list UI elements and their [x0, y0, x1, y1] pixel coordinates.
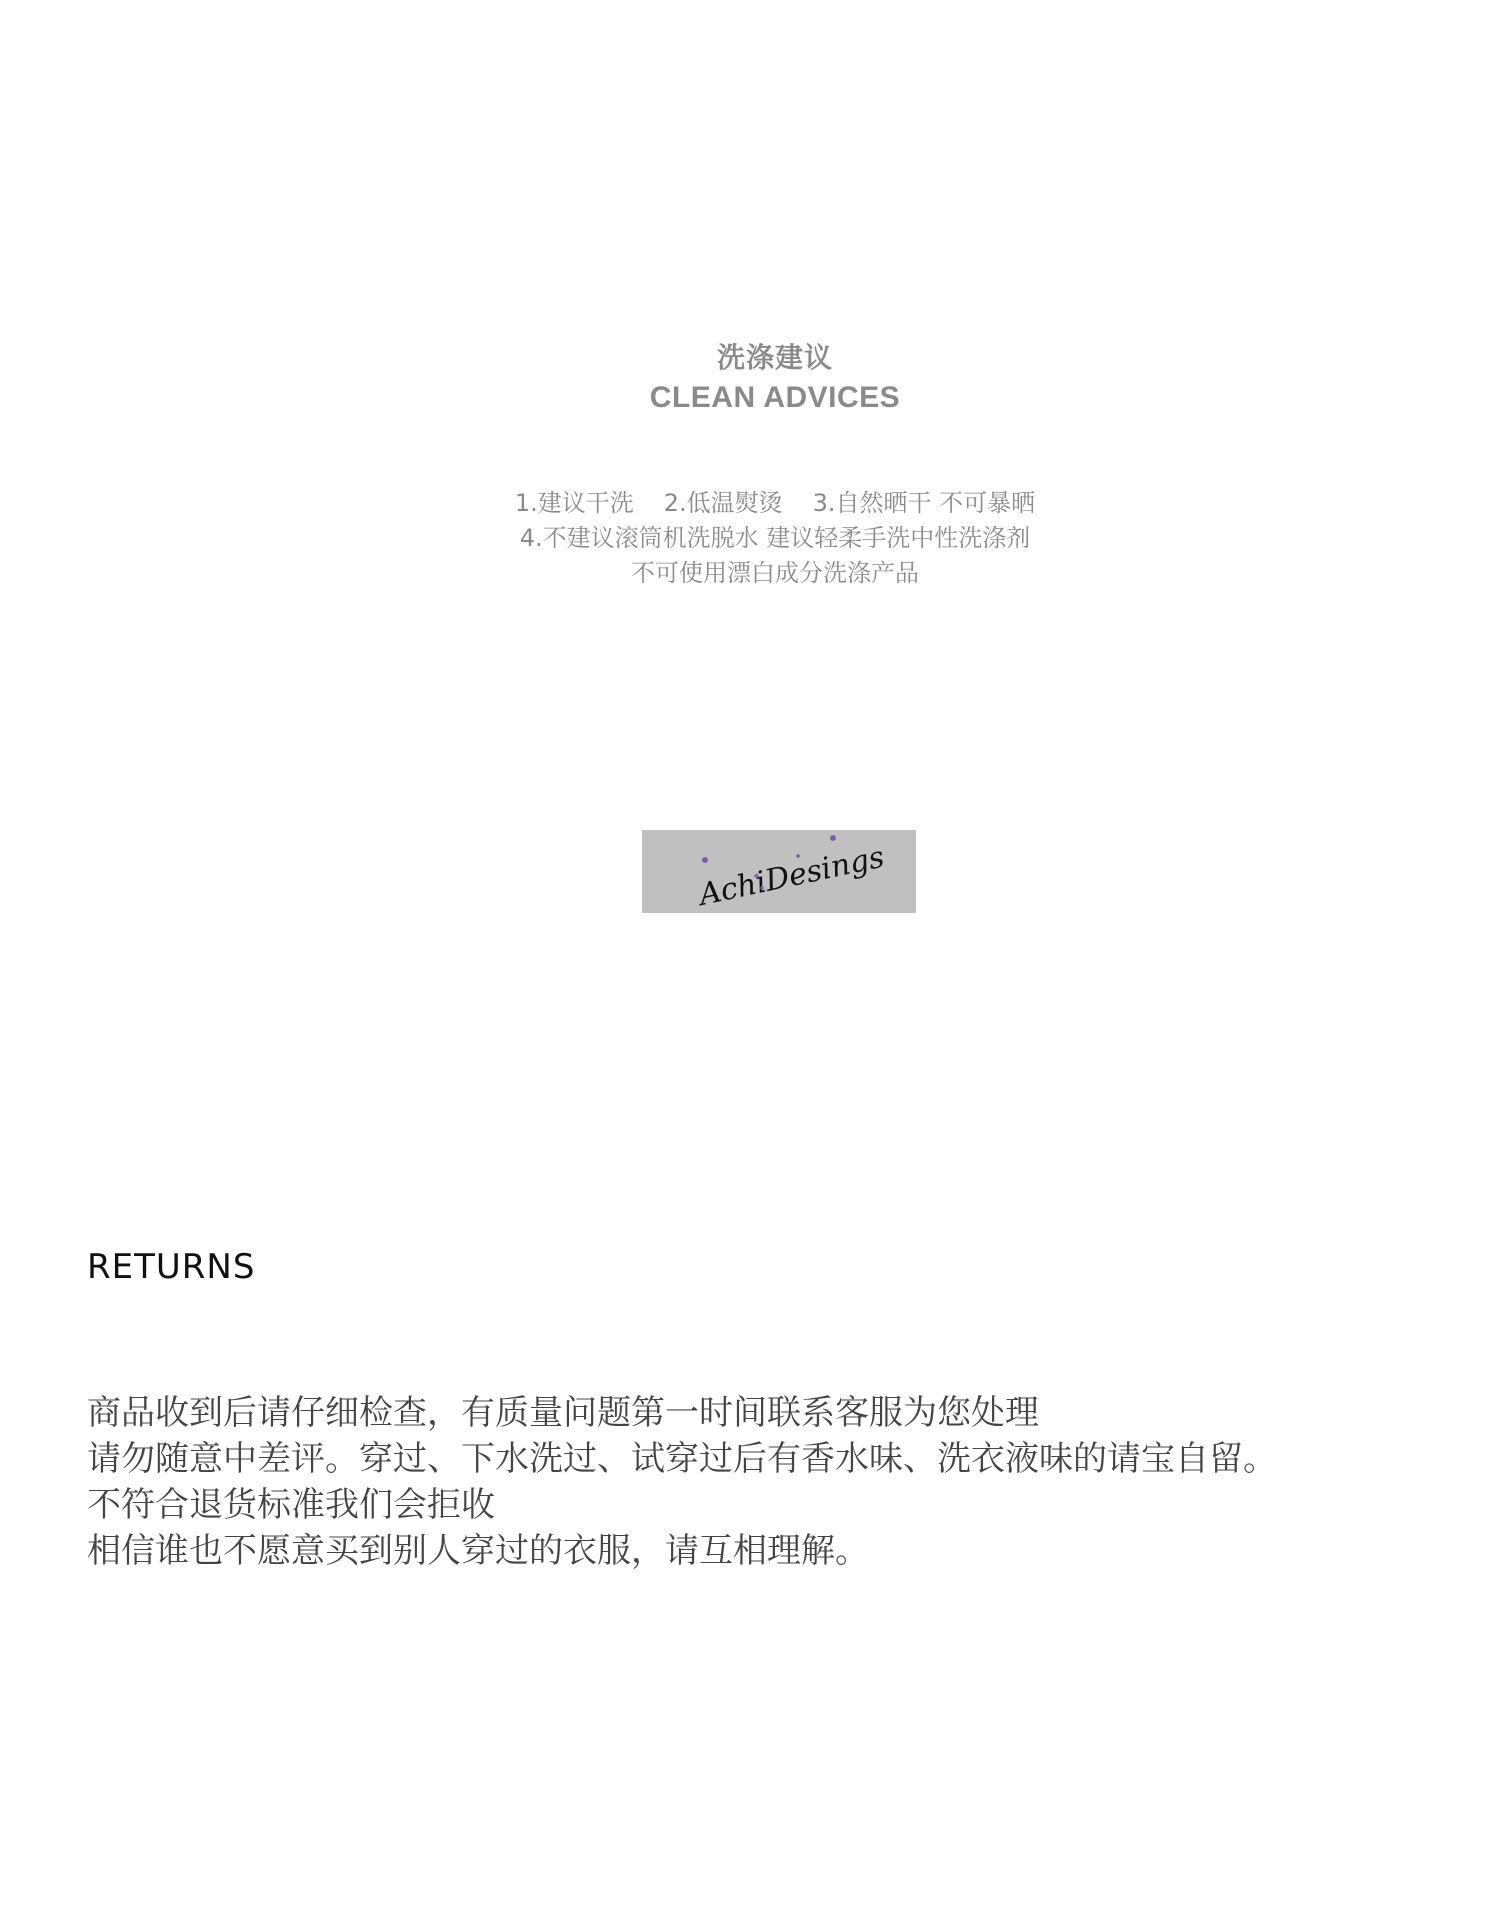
- clean-advice-item: 3.自然晒干 不可暴晒: [812, 489, 1036, 517]
- returns-line: 不符合退货标准我们会拒收: [87, 1485, 495, 1525]
- returns-line: 请勿随意中差评。穿过、下水洗过、试穿过后有香水味、洗衣液味的请宝自留。: [87, 1439, 1277, 1479]
- clean-advice-list: [0, 486, 1500, 591]
- returns-line: 商品收到后请仔细检查，有质量问题第一时间联系客服为您处理: [87, 1393, 1039, 1433]
- clean-advice-line-1: [0, 486, 1500, 521]
- returns-line: 相信谁也不愿意买到别人穿过的衣服，请互相理解。: [87, 1531, 869, 1571]
- returns-body: [87, 1390, 1477, 1574]
- clean-advice-line-2: 4.不建议滚筒机洗脱水 建议轻柔手洗中性洗涤剂: [519, 524, 1031, 552]
- brand-logo: [642, 830, 916, 913]
- brand-logo-wordmark: AchiDesings: [696, 839, 888, 913]
- clean-title-en: CLEAN ADVICES: [649, 381, 901, 414]
- clean-advice-line-3: 不可使用漂白成分洗涤产品: [631, 559, 919, 587]
- returns-heading: RETURNS: [87, 1247, 256, 1287]
- clean-advice-item: 1.建议干洗: [514, 489, 634, 517]
- clean-advice-item: 2.低温熨烫: [663, 489, 783, 517]
- clean-advices-section: [0, 338, 1500, 591]
- brand-logo-graphic: [642, 830, 916, 913]
- clean-title-cn: 洗涤建议: [716, 341, 833, 374]
